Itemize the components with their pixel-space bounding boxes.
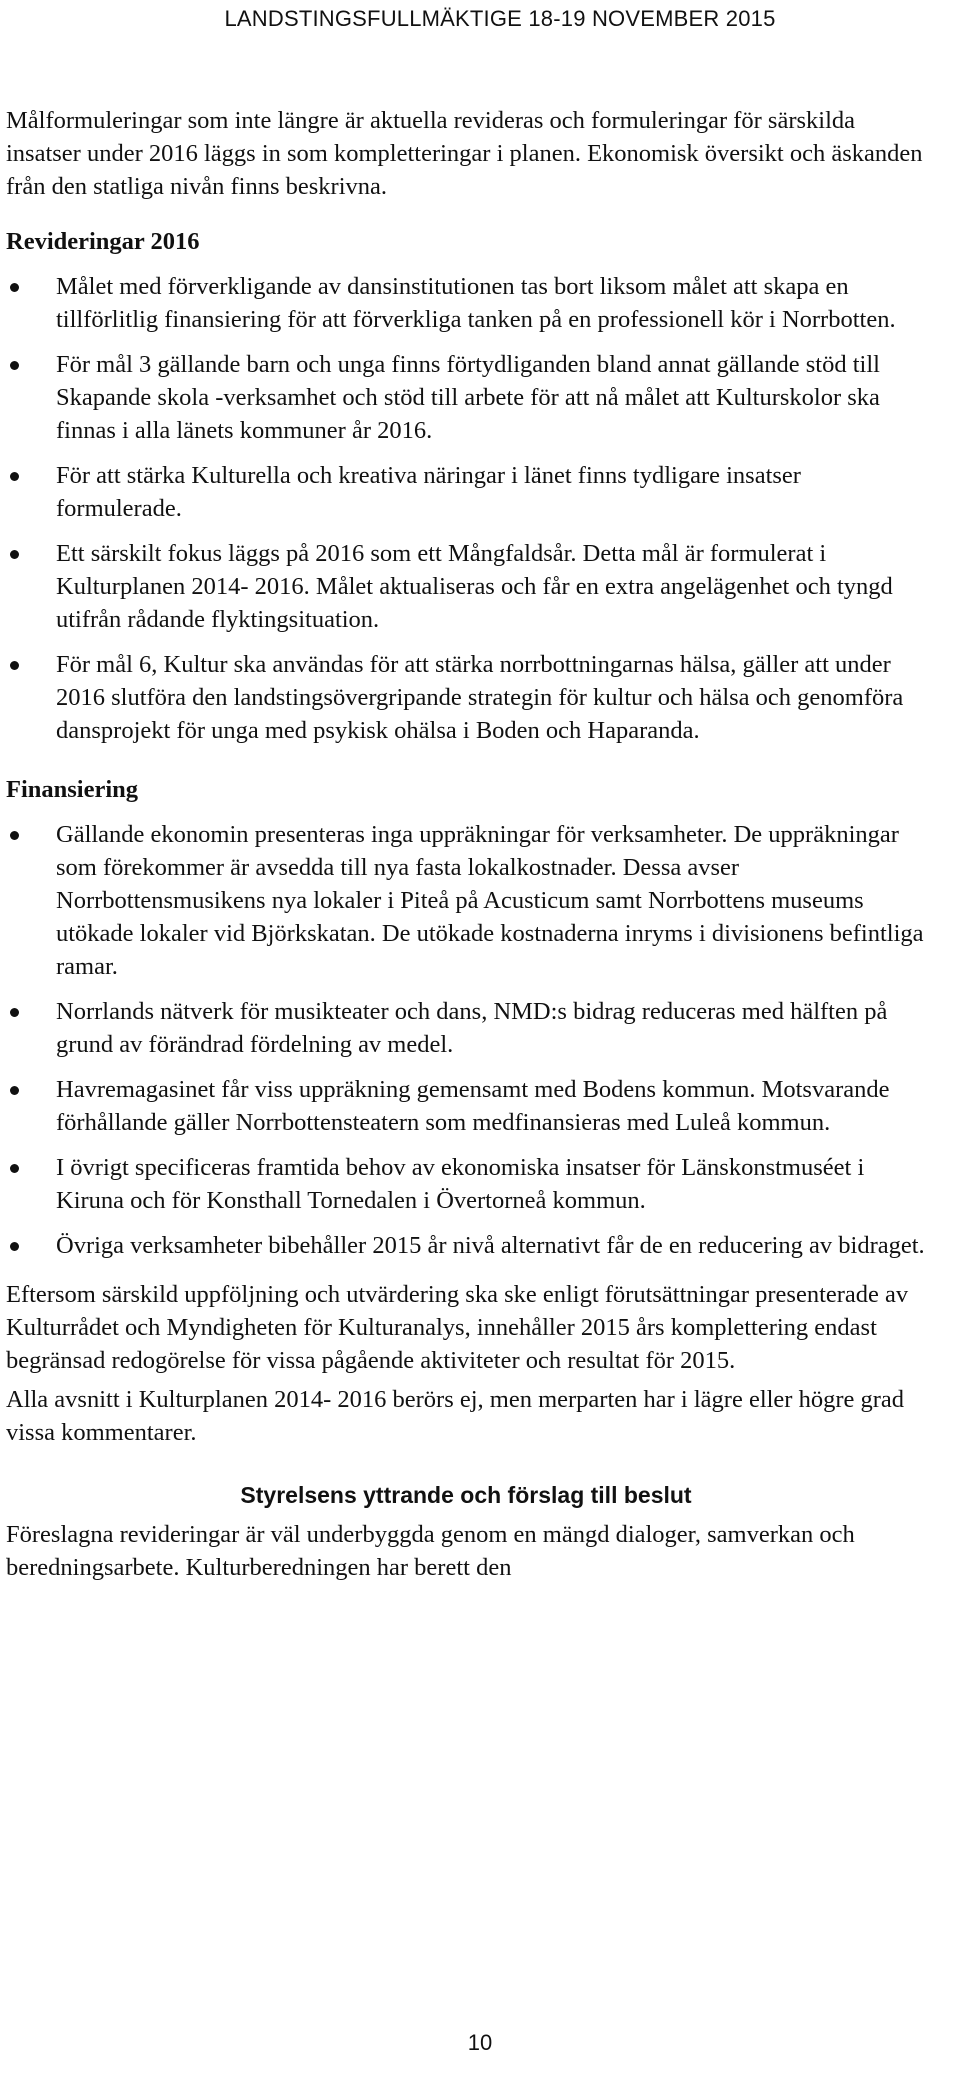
bullet-icon	[10, 661, 19, 670]
bullet-icon	[10, 1008, 19, 1017]
list-item: För mål 3 gällande barn och unga finns förtydliganden bland annat gällande stöd till Skapande skola -verksamhet och stöd till arbete för att nå målet att Kulturskolor ska finnas i alla länets kommuner år 2016.	[6, 348, 926, 447]
document-body	[6, 104, 926, 1584]
list-item: För att stärka Kulturella och kreativa näringar i länet finns tydligare insatser formulerade.	[6, 459, 926, 525]
bullet-icon	[10, 1086, 19, 1095]
intro-paragraph: Målformuleringar som inte längre är aktuella revideras och formuleringar för särskilda insatser under 2016 läggs in som kompletteringar i planen. Ekonomisk översikt och äskanden från den statliga nivån finns beskrivna.	[6, 107, 923, 200]
bullet-icon	[10, 283, 19, 292]
finansiering-list	[6, 818, 926, 1262]
finansiering-heading: Finansiering	[6, 776, 139, 803]
list-item: Övriga verksamheter bibehåller 2015 år nivå alternativt får de en reducering av bidraget.	[6, 1229, 926, 1262]
bullet-icon	[10, 472, 19, 481]
list-item: Norrlands nätverk för musikteater och dans, NMD:s bidrag reduceras med hälften på grund av förändrad fördelning av medel.	[6, 995, 926, 1061]
list-item: Havremagasinet får viss uppräkning gemensamt med Bodens kommun. Motsvarande förhållande gäller Norrbottensteatern som medfinansieras med Luleå kommun.	[6, 1073, 926, 1139]
bullet-icon	[10, 831, 19, 840]
bullet-icon	[10, 1164, 19, 1173]
revideringar-heading: Revideringar 2016	[6, 228, 200, 255]
closing-paragraph-2: Alla avsnitt i Kulturplanen 2014- 2016 berörs ej, men merparten har i lägre eller högre grad vissa kommentarer.	[6, 1386, 905, 1446]
page-header	[0, 6, 960, 32]
styrelsen-heading: Styrelsens yttrande och förslag till beslut	[240, 1482, 692, 1508]
bullet-icon	[10, 550, 19, 559]
list-item: I övrigt specificeras framtida behov av ekonomiska insatser för Länskonstmuséet i Kiruna och för Konsthall Tornedalen i Övertorneå kommun.	[6, 1151, 926, 1217]
list-item: Målet med förverkligande av dansinstitutionen tas bort liksom målet att skapa en tillförlitlig finansiering för att förverkliga tanken på en professionell kör i Norrbotten.	[6, 270, 926, 336]
list-item: Gällande ekonomin presenteras inga uppräkningar för verksamheter. De uppräkningar som förekommer är avsedda till nya fasta lokalkostnader. Dessa avser Norrbottensmusikens nya lokaler i Piteå på Acusticum samt Norrbottens museums utökade lokaler vid Björkskatan. De utökade kostnaderna inryms i divisionens befintliga ramar.	[6, 818, 926, 983]
styrelsen-paragraph: Föreslagna revideringar är väl underbyggda genom en mängd dialoger, samverkan och beredningsarbete. Kulturberedningen har berett den	[6, 1521, 855, 1581]
revideringar-list	[6, 270, 926, 747]
page-number: 10	[467, 2030, 493, 2055]
bullet-icon	[10, 361, 19, 370]
closing-paragraph-1: Eftersom särskild uppföljning och utvärdering ska ske enligt förutsättningar presenterade av Kulturrådet och Myndigheten för Kulturanalys, innehåller 2015 års komplettering endast begränsad redogörelse för vissa pågående aktiviteter och resultat för 2015.	[6, 1281, 909, 1374]
header-title: LANDSTINGSFULLMÄKTIGE 18-19 NOVEMBER 2015	[224, 6, 776, 31]
list-item: Ett särskilt fokus läggs på 2016 som ett Mångfaldsår. Detta mål är formulerat i Kulturplanen 2014- 2016. Målet aktualiseras och får en extra angelägenhet och tyngd utifrån rådande flyktingsituation.	[6, 537, 926, 636]
list-item: För mål 6, Kultur ska användas för att stärka norrbottningarnas hälsa, gäller att under 2016 slutföra den landstingsövergripande strategin för kultur och hälsa och genomföra dansprojekt för unga med psykisk ohälsa i Boden och Haparanda.	[6, 648, 926, 747]
bullet-icon	[10, 1242, 19, 1251]
